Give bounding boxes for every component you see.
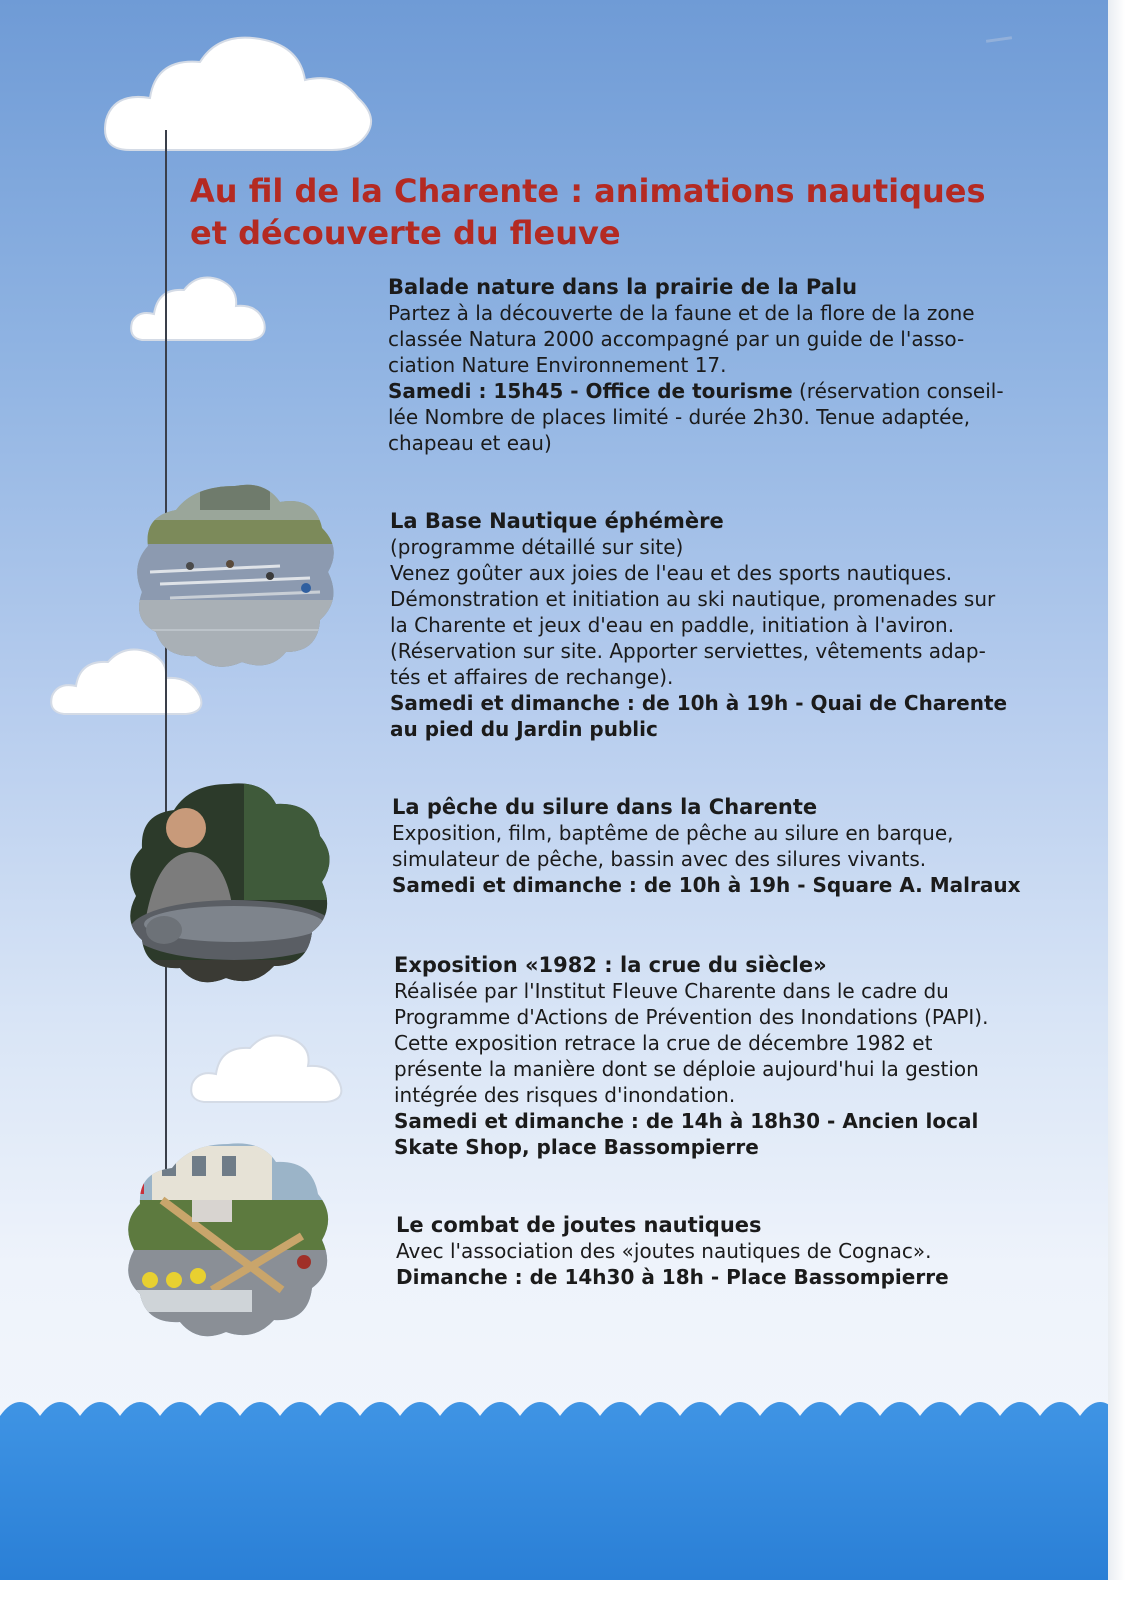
scan-mark <box>986 36 1012 43</box>
page-title <box>190 170 990 254</box>
event-text-line: ciation Nature Environnement 17. <box>388 353 727 377</box>
photo-jousting <box>122 1140 334 1340</box>
event-text-line: (Réservation sur site. Apporter serviettes, vêtements adap- <box>390 639 986 663</box>
event-text-line: Venez goûter aux joies de l'eau et des sports nautiques. <box>390 561 953 585</box>
event-note-line: lée Nombre de places limité - durée 2h30. Tenue adaptée, <box>388 405 971 429</box>
event-balade-nature <box>388 274 1068 456</box>
event-text-line: intégrée des risques d'inondation. <box>394 1083 736 1107</box>
event-when-line: Dimanche : de 14h30 à 18h - Place Bassompierre <box>396 1265 949 1289</box>
event-title: La pêche du silure dans la Charente <box>392 795 818 819</box>
event-text-line: classée Natura 2000 accompagné par un guide de l'asso- <box>388 327 965 351</box>
event-text-line: présente la manière dont se déploie aujourd'hui la gestion <box>394 1057 979 1081</box>
event-text-line: Avec l'association des «joutes nautiques de Cognac». <box>396 1239 932 1263</box>
event-title: Balade nature dans la prairie de la Palu <box>388 275 858 299</box>
photo-rowing <box>130 480 340 670</box>
wave-shape <box>0 1402 1108 1580</box>
cloud-large <box>100 28 380 158</box>
event-text-line: (programme détaillé sur site) <box>390 535 684 559</box>
event-when-line: au pied du Jardin public <box>390 717 658 741</box>
event-text-line: Exposition, film, baptême de pêche au silure en barque, <box>392 821 954 845</box>
event-when-line: Samedi et dimanche : de 14h à 18h30 - Ancien local <box>394 1109 979 1133</box>
cloud-small-1 <box>128 268 268 348</box>
page-bottom-margin <box>0 1580 1125 1600</box>
event-text-line: Réalisée par l'Institut Fleuve Charente dans le cadre du <box>394 979 949 1003</box>
event-note: (réservation conseil- <box>792 379 1004 403</box>
water-waves <box>0 1388 1108 1580</box>
event-text-line: Partez à la découverte de la faune et de la flore de la zone <box>388 301 975 325</box>
event-exposition-1982 <box>394 952 1094 1160</box>
event-peche-silure <box>392 794 1092 898</box>
event-when-line: Samedi et dimanche : de 10h à 19h - Quai de Charente <box>390 691 1008 715</box>
event-text-line: simulateur de pêche, bassin avec des silures vivants. <box>392 847 927 871</box>
event-title: Le combat de joutes nautiques <box>396 1213 762 1237</box>
event-text-line: Cette exposition retrace la crue de décembre 1982 et <box>394 1031 933 1055</box>
event-when-line: Skate Shop, place Bassompierre <box>394 1135 759 1159</box>
page-edge <box>1108 0 1125 1600</box>
event-text-line: la Charente et jeux d'eau en paddle, initiation à l'aviron. <box>390 613 955 637</box>
event-title: Exposition «1982 : la crue du siècle» <box>394 953 827 977</box>
event-when: Samedi : 15h45 - Office de tourisme <box>388 379 793 403</box>
cloud-small-3 <box>188 1028 348 1108</box>
event-note-line: chapeau et eau) <box>388 431 552 455</box>
event-base-nautique <box>390 508 1090 742</box>
event-text-line: tés et affaires de rechange). <box>390 665 674 689</box>
event-schedule <box>388 378 1068 404</box>
event-text-line: Programme d'Actions de Prévention des Inondations (PAPI). <box>394 1005 989 1029</box>
event-title: La Base Nautique éphémère <box>390 509 724 533</box>
event-when-line: Samedi et dimanche : de 10h à 19h - Square A. Malraux <box>392 873 1021 897</box>
photo-catfish <box>124 780 334 990</box>
title-line-1: Au fil de la Charente : animations nautiques <box>190 172 986 210</box>
event-joutes-nautiques <box>396 1212 1096 1290</box>
event-text-line: Démonstration et initiation au ski nautique, promenades sur <box>390 587 996 611</box>
title-line-2: et découverte du fleuve <box>190 214 621 252</box>
